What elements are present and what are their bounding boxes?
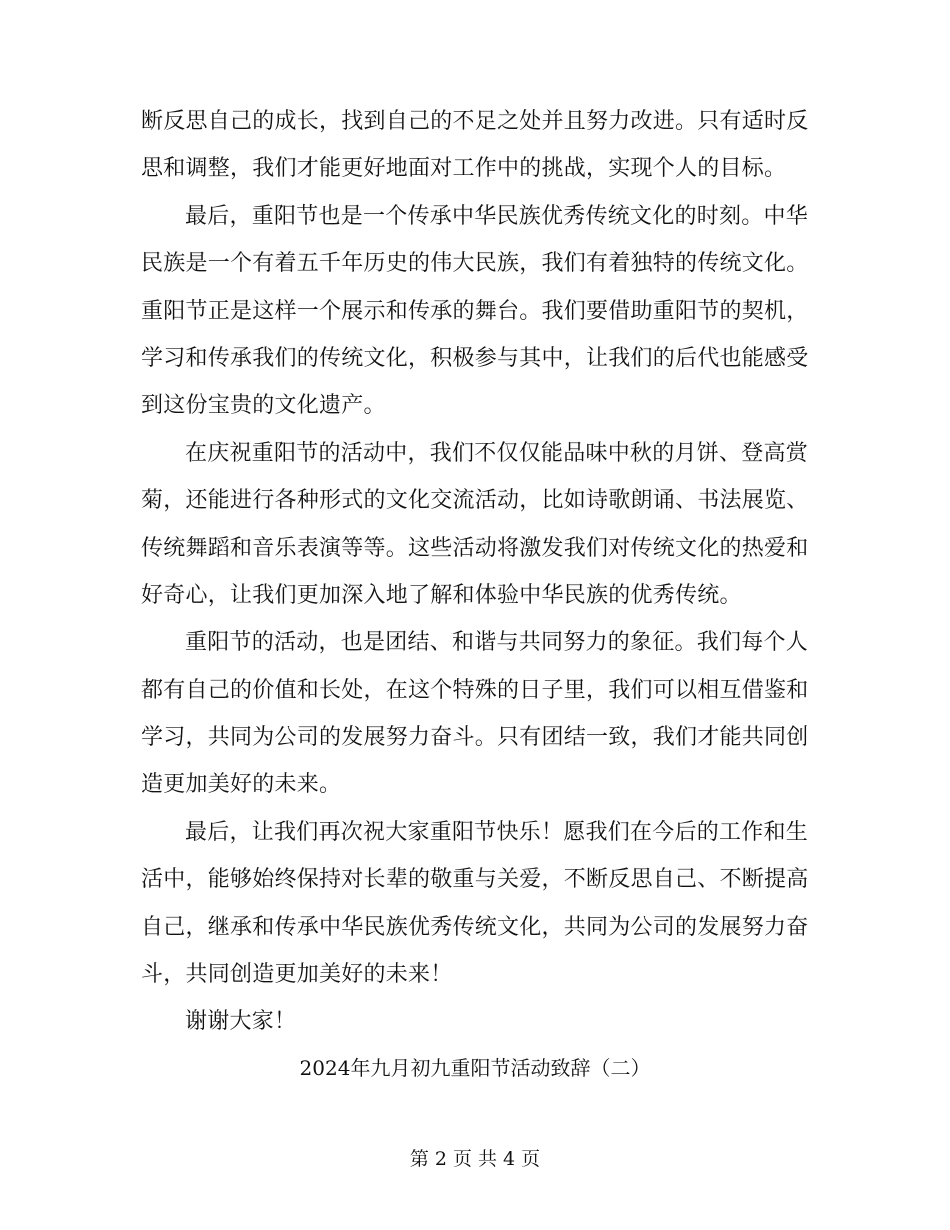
- text-line: 到这份宝贵的文化遗产。: [141, 393, 386, 419]
- text-line: 在庆祝重阳节的活动中，我们不仅仅能品味中秋的月饼、登高赏: [185, 440, 809, 466]
- text-line: 重阳节的活动，也是团结、和谐与共同努力的象征。我们每个人: [185, 630, 809, 656]
- section-title: 2024年九月初九重阳节活动致辞（二）: [299, 1056, 651, 1080]
- text-line: 最后，让我们再次祝大家重阳节快乐！愿我们在今后的工作和生: [185, 819, 809, 845]
- text-line: 重阳节正是这样一个展示和传承的舞台。我们要借助重阳节的契机，: [141, 298, 809, 324]
- text-line: 民族是一个有着五千年历史的伟大民族，我们有着独特的传统文化。: [141, 251, 809, 277]
- text-line: 自己，继承和传承中华民族优秀传统文化，共同为公司的发展努力奋: [141, 914, 809, 940]
- text-line: 造更加美好的未来。: [141, 772, 342, 798]
- text-line: 学习和传承我们的传统文化，积极参与其中，让我们的后代也能感受: [141, 345, 809, 371]
- text-line: 好奇心，让我们更加深入地了解和体验中华民族的优秀传统。: [141, 582, 742, 608]
- text-line: 最后，重阳节也是一个传承中华民族优秀传统文化的时刻。中华: [185, 203, 809, 229]
- closing-thanks: 谢谢大家！: [185, 1009, 297, 1035]
- text-line: 都有自己的价值和长处，在这个特殊的日子里，我们可以相互借鉴和: [141, 677, 809, 703]
- text-line: 断反思自己的成长，找到自己的不足之处并且努力改进。只有适时反: [141, 109, 809, 134]
- text-line: 传统舞蹈和音乐表演等等。这些活动将激发我们对传统文化的热爱和: [141, 535, 809, 561]
- text-line: 斗，共同创造更加美好的未来！: [141, 962, 453, 988]
- text-line: 思和调整，我们才能更好地面对工作中的挑战，实现个人的目标。: [141, 156, 787, 182]
- text-line: 菊，还能进行各种形式的文化交流活动，比如诗歌朗诵、书法展览、: [141, 488, 809, 514]
- text-line: 活中，能够始终保持对长辈的敬重与关爱，不断反思自己、不断提高: [141, 867, 809, 893]
- body-text: [141, 98, 807, 1046]
- page-number-footer: 第 2 页 共 4 页: [409, 1148, 541, 1170]
- text-line: 学习，共同为公司的发展努力奋斗。只有团结一致，我们才能共同创: [141, 725, 809, 751]
